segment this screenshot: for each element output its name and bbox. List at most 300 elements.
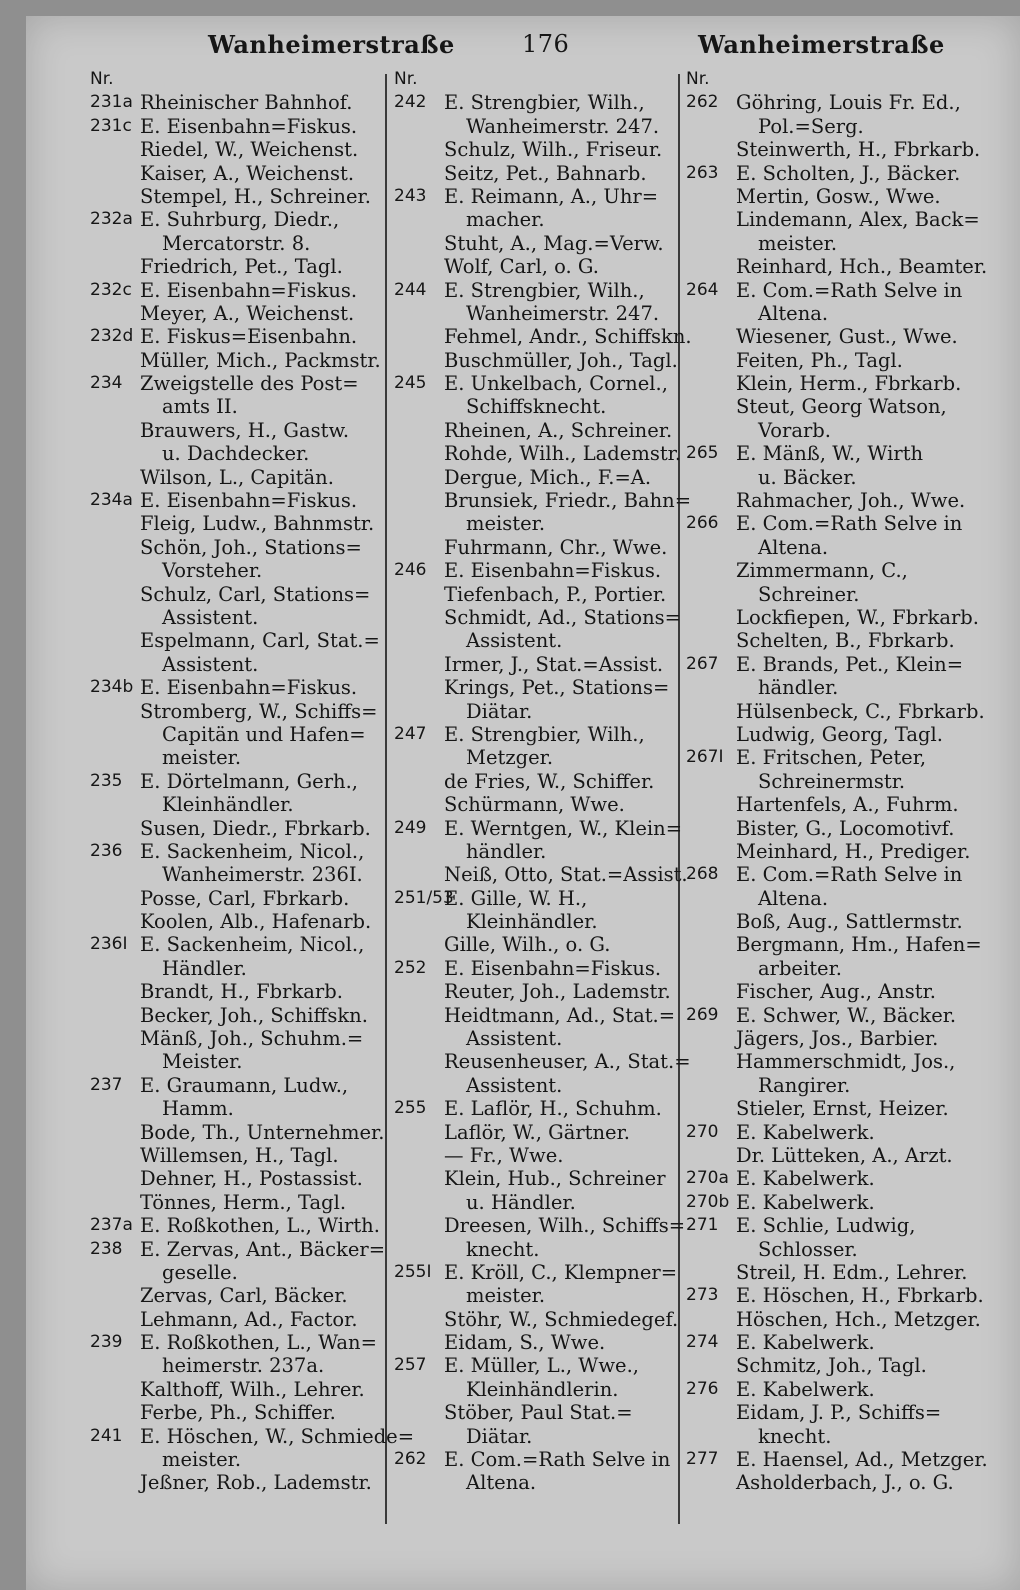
directory-entry-line [686, 395, 1016, 418]
directory-entry-line [90, 1425, 420, 1448]
entry-text: Reusenheuser, A., Stat.= [444, 1050, 691, 1074]
directory-entry-line [686, 325, 1016, 348]
house-number: 239 [90, 1332, 123, 1353]
house-number: 251/53 [394, 887, 454, 908]
house-number: 255 [394, 1098, 427, 1119]
house-number: 237 [90, 1074, 123, 1095]
entry-text: Fuhrmann, Chr., Wwe. [444, 535, 668, 559]
entry-text: E. Com.=Rath Selve in [444, 1448, 671, 1472]
entry-text: Fleig, Ludw., Bahnmstr. [140, 512, 375, 536]
directory-entry-line [90, 583, 420, 606]
entry-text: E. Kabelwerk. [736, 1190, 875, 1214]
entry-text: Wanheimerstr. 247. [466, 114, 660, 138]
house-number: 236I [90, 934, 128, 955]
entry-text: Händler. [162, 956, 247, 980]
house-number: 270a [686, 1168, 729, 1189]
directory-entry-line [90, 1214, 420, 1237]
page-number: 176 [522, 30, 570, 58]
directory-entry-line [90, 1167, 420, 1190]
entry-text: — Fr., Wwe. [444, 1143, 564, 1167]
house-number: 266 [686, 513, 719, 534]
entry-text: E. Roßkothen, L., Wan= [140, 1331, 377, 1355]
directory-entry-line [90, 349, 420, 372]
entry-text: Klein, Hub., Schreiner [444, 1167, 666, 1191]
directory-entry-line [394, 793, 694, 816]
entry-text: Assistent. [162, 605, 259, 629]
entry-text: Schmitz, Joh., Tagl. [736, 1354, 927, 1378]
directory-entry-line [394, 653, 694, 676]
directory-entry-line [394, 840, 694, 863]
entry-text: Metzger. [466, 746, 554, 770]
entry-text: Altena. [758, 301, 829, 325]
directory-entry-line [686, 1004, 1016, 1027]
directory-entry-line [394, 185, 694, 208]
directory-entry-line [394, 1004, 694, 1027]
house-number: 235 [90, 770, 123, 791]
directory-entry-line [686, 536, 1016, 559]
directory-entry-line [686, 559, 1016, 582]
directory-entry-line [394, 770, 694, 793]
entry-text: E. Sackenheim, Nicol., [140, 839, 365, 863]
directory-entry-line [686, 255, 1016, 278]
directory-entry-line [686, 1331, 1016, 1354]
entry-text: Dreesen, Wilh., Schiffs= [444, 1214, 686, 1238]
entry-text: E. Schwer, W., Bäcker. [736, 1003, 957, 1027]
entry-text: Hammerschmidt, Jos., [736, 1050, 956, 1074]
directory-entry-line [394, 606, 694, 629]
directory-entry-line [686, 1238, 1016, 1261]
house-number: 242 [394, 92, 427, 113]
directory-entry-line [90, 1354, 420, 1377]
entry-text: Rheinischer Bahnhof. [140, 91, 353, 115]
entry-text: Assistent. [466, 629, 563, 653]
house-number: 234 [90, 373, 123, 394]
directory-entry-line [90, 372, 420, 395]
directory-entry-line [394, 489, 694, 512]
entry-text: E. Unkelbach, Cornel., [444, 372, 668, 396]
directory-entry-line [90, 1050, 420, 1073]
house-number: 262 [394, 1449, 427, 1470]
directory-entry-line [394, 957, 694, 980]
entry-text: Rohde, Wilh., Lademstr. [444, 442, 682, 466]
directory-entry-line [90, 138, 420, 161]
entry-text: Gille, Wilh., o. G. [444, 933, 611, 957]
directory-entry-line [686, 372, 1016, 395]
entry-text: Seitz, Pet., Bahnarb. [444, 161, 647, 185]
entry-text: Wanheimerstr. 236I. [162, 863, 363, 887]
entry-text: E. Fritschen, Peter, [736, 746, 927, 770]
entry-text: Dr. Lütteken, A., Arzt. [736, 1143, 953, 1167]
directory-entry-line [686, 980, 1016, 1003]
directory-entry-line [686, 419, 1016, 442]
entry-text: Jeßner, Rob., Lademstr. [140, 1471, 372, 1495]
entry-text: Altena. [758, 886, 829, 910]
entry-text: Rangirer. [758, 1073, 851, 1097]
entry-text: E. Laflör, H., Schuhm. [444, 1097, 662, 1121]
directory-entry-line [686, 793, 1016, 816]
entry-text: knecht. [758, 1424, 832, 1448]
house-number: 231c [90, 115, 132, 136]
house-number: 247 [394, 723, 427, 744]
directory-entry-line [394, 1425, 694, 1448]
entry-text: E. Kabelwerk. [736, 1377, 875, 1401]
entry-text: Lehmann, Ad., Factor. [140, 1307, 358, 1331]
directory-entry-line [394, 910, 694, 933]
directory-entry-line [394, 1050, 694, 1073]
directory-entry-line [686, 629, 1016, 652]
directory-entry-line [90, 910, 420, 933]
entry-text: de Fries, W., Schiffer. [444, 769, 655, 793]
entry-text: Capitän und Hafen= [162, 722, 366, 746]
entry-text: E. Schlie, Ludwig, [736, 1214, 916, 1238]
entry-text: E. Kabelwerk. [736, 1331, 875, 1355]
entry-text: Kaiser, A., Weichenst. [140, 161, 355, 185]
directory-entry-line [394, 349, 694, 372]
directory-entry-line [90, 1284, 420, 1307]
directory-entry-line [90, 957, 420, 980]
directory-entry-line [90, 466, 420, 489]
entry-text: amts II. [162, 395, 238, 419]
entry-text: Müller, Mich., Packmstr. [140, 348, 381, 372]
entry-text: Buschmüller, Joh., Tagl. [444, 348, 678, 372]
directory-entry-line [90, 1401, 420, 1424]
entry-text: E. Com.=Rath Selve in [736, 278, 963, 302]
directory-entry-line [394, 162, 694, 185]
entry-text: Schreiner. [758, 582, 860, 606]
entry-text: heimerstr. 237a. [162, 1354, 325, 1378]
directory-entry-line [90, 863, 420, 886]
directory-entry-line [90, 1004, 420, 1027]
entry-text: Dergue, Mich., F.=A. [444, 465, 652, 489]
directory-entry-line [686, 957, 1016, 980]
entry-text: Wanheimerstr. 247. [466, 301, 660, 325]
house-number: 252 [394, 957, 427, 978]
entry-text: E. Fiskus=Eisenbahn. [140, 325, 358, 349]
entry-text: Meister. [162, 1050, 243, 1074]
house-number: 243 [394, 185, 427, 206]
entry-text: meister. [466, 1284, 546, 1308]
entry-text: Bode, Th., Unternehmer. [140, 1120, 385, 1144]
directory-entry-line [686, 1401, 1016, 1424]
directory-entry-line [90, 1308, 420, 1331]
directory-entry-line [394, 395, 694, 418]
entry-text: Mänß, Joh., Schuhm.= [140, 1027, 364, 1051]
house-number: 267I [686, 747, 724, 768]
directory-entry-line [90, 1261, 420, 1284]
directory-entry-line [90, 115, 420, 138]
entry-text: Dehner, H., Postassist. [140, 1167, 363, 1191]
directory-entry-line [90, 559, 420, 582]
entry-text: E. Strengbier, Wilh., [444, 722, 645, 746]
entry-text: Altena. [758, 535, 829, 559]
entry-text: Irmer, J., Stat.=Assist. [444, 652, 664, 676]
entry-text: Hülsenbeck, C., Fbrkarb. [736, 699, 985, 723]
directory-entry-line [90, 512, 420, 535]
entry-text: E. Eisenbahn=Fiskus. [140, 489, 358, 513]
directory-entry-line [686, 1097, 1016, 1120]
directory-entry-line [394, 1261, 694, 1284]
house-number: 236 [90, 840, 123, 861]
directory-entry-line [686, 91, 1016, 114]
directory-entry-line [394, 138, 694, 161]
entry-text: Schlosser. [758, 1237, 858, 1261]
directory-entry-line [686, 723, 1016, 746]
directory-entry-line [394, 746, 694, 769]
entry-text: Ludwig, Georg, Tagl. [736, 722, 943, 746]
directory-entry-line [90, 676, 420, 699]
directory-entry-line [90, 442, 420, 465]
entry-text: Streil, H. Edm., Lehrer. [736, 1260, 968, 1284]
directory-entry-line [90, 255, 420, 278]
directory-entry-line [394, 1214, 694, 1237]
directory-entry-line [90, 840, 420, 863]
entry-text: Heidtmann, Ad., Stat.= [444, 1003, 676, 1027]
directory-entry-line [90, 1191, 420, 1214]
entry-text: u. Dachdecker. [162, 442, 310, 466]
directory-entry-line [686, 1378, 1016, 1401]
entry-text: E. Eisenbahn=Fiskus. [444, 559, 662, 583]
directory-entry-line [686, 279, 1016, 302]
directory-entry-line [686, 349, 1016, 372]
directory-entry-line [686, 676, 1016, 699]
directory-entry-line [686, 910, 1016, 933]
entry-text: Brunsiek, Friedr., Bahn= [444, 489, 692, 513]
directory-entry-line [394, 1401, 694, 1424]
entry-text: Assistent. [466, 1027, 563, 1051]
entry-text: E. Müller, L., Wwe., [444, 1354, 639, 1378]
directory-entry-line [686, 583, 1016, 606]
house-number: 263 [686, 162, 719, 183]
entry-text: E. Reimann, A., Uhr= [444, 184, 659, 208]
directory-entry-line [686, 700, 1016, 723]
entry-text: E. Werntgen, W., Klein= [444, 816, 683, 840]
entry-text: E. Höschen, H., Fbrkarb. [736, 1284, 984, 1308]
entry-text: Ferbe, Ph., Schiffer. [140, 1401, 336, 1425]
directory-entry-line [686, 1425, 1016, 1448]
directory-entry-line [394, 700, 694, 723]
directory-entry-line [90, 325, 420, 348]
entry-text: Kleinhändler. [466, 910, 598, 934]
entry-text: Reinhard, Hch., Beamter. [736, 255, 988, 279]
directory-entry-line [686, 512, 1016, 535]
entry-text: E. Com.=Rath Selve in [736, 863, 963, 887]
entry-text: E. Sackenheim, Nicol., [140, 933, 365, 957]
directory-entry-line [686, 115, 1016, 138]
entry-text: E. Brands, Pet., Klein= [736, 652, 964, 676]
entry-text: Meyer, A., Weichenst. [140, 301, 355, 325]
column-3 [686, 68, 1016, 1495]
entry-text: Stromberg, W., Schiffs= [140, 699, 378, 723]
entry-text: Schulz, Wilh., Friseur. [444, 138, 663, 162]
directory-entry-line [394, 232, 694, 255]
directory-entry-line [90, 793, 420, 816]
column-heading [686, 68, 1016, 91]
directory-entry-line [394, 980, 694, 1003]
directory-entry-line [394, 1471, 694, 1494]
entry-text: Brandt, H., Fbrkarb. [140, 980, 343, 1004]
directory-entry-line [394, 1191, 694, 1214]
entry-text: Laflör, W., Gärtner. [444, 1120, 630, 1144]
directory-entry-line [394, 1331, 694, 1354]
directory-entry-line [686, 770, 1016, 793]
entry-text: Zimmermann, C., [736, 559, 908, 583]
house-number: 231a [90, 92, 133, 113]
entry-text: Steut, Georg Watson, [736, 395, 947, 419]
directory-entry-line [686, 1448, 1016, 1471]
entry-text: E. Kröll, C., Klempner= [444, 1260, 678, 1284]
entry-text: Schelten, B., Fbrkarb. [736, 629, 955, 653]
directory-entry-line [394, 583, 694, 606]
entry-text: Pol.=Serg. [758, 114, 864, 138]
entry-text: Tönnes, Herm., Tagl. [140, 1190, 347, 1214]
house-number: 264 [686, 279, 719, 300]
house-number: 232c [90, 279, 132, 300]
directory-entry-line [686, 1214, 1016, 1237]
directory-entry-line [90, 1378, 420, 1401]
directory-entry-line [394, 1027, 694, 1050]
entry-text: Rahmacher, Joh., Wwe. [736, 489, 966, 513]
house-number: 245 [394, 373, 427, 394]
house-number: 265 [686, 443, 719, 464]
entry-text: Kleinhändler. [162, 793, 294, 817]
directory-entry-line [90, 817, 420, 840]
entry-text: u. Händler. [466, 1190, 576, 1214]
entry-text: Hamm. [162, 1097, 234, 1121]
house-number: 268 [686, 864, 719, 885]
directory-entry-line [90, 1238, 420, 1261]
directory-entry-line [394, 442, 694, 465]
house-number: 232d [90, 326, 134, 347]
entry-text: Stöhr, W., Schmiedegef. [444, 1307, 679, 1331]
directory-entry-line [90, 536, 420, 559]
directory-entry-line [394, 279, 694, 302]
directory-entry-line [394, 1378, 694, 1401]
house-number: 274 [686, 1332, 719, 1353]
entry-text: Zervas, Carl, Bäcker. [140, 1284, 348, 1308]
directory-entry-line [90, 1097, 420, 1120]
directory-entry-line [686, 1167, 1016, 1190]
directory-entry-line [394, 629, 694, 652]
entry-text: Hartenfels, A., Fuhrm. [736, 793, 959, 817]
entry-text: Schiffsknecht. [466, 395, 607, 419]
house-number: 255I [394, 1261, 432, 1282]
entry-text: E. Haensel, Ad., Metzger. [736, 1448, 988, 1472]
entry-text: Diätar. [466, 1424, 533, 1448]
entry-text: E. Zervas, Ant., Bäcker= [140, 1237, 386, 1261]
entry-text: Espelmann, Carl, Stat.= [140, 629, 380, 653]
directory-entry-line [90, 395, 420, 418]
entry-text: Zweigstelle des Post= [140, 372, 359, 396]
directory-entry-line [90, 302, 420, 325]
entry-text: E. Mänß, W., Wirth [736, 442, 924, 466]
directory-entry-line [686, 933, 1016, 956]
directory-entry-line [686, 863, 1016, 886]
entry-text: Susen, Diedr., Fbrkarb. [140, 816, 371, 840]
entry-text: Eidam, S., Wwe. [444, 1331, 606, 1355]
directory-entry-line [394, 1308, 694, 1331]
house-number: 234a [90, 490, 133, 511]
entry-text: E. Graumann, Ludw., [140, 1073, 349, 1097]
directory-entry-line [394, 1074, 694, 1097]
directory-entry-line [686, 138, 1016, 161]
number-column-label: Nr. [686, 69, 710, 89]
entry-text: Fehmel, Andr., Schiffskn. [444, 325, 692, 349]
entry-text: E. Eisenbahn=Fiskus. [140, 278, 358, 302]
entry-text: Diätar. [466, 699, 533, 723]
directory-entry-line [686, 442, 1016, 465]
entry-text: E. Kabelwerk. [736, 1167, 875, 1191]
entry-text: Wilson, L., Capitän. [140, 465, 334, 489]
column-heading [90, 68, 420, 91]
entry-text: Schürmann, Wwe. [444, 793, 625, 817]
directory-entry-line [90, 1074, 420, 1097]
house-number: 257 [394, 1355, 427, 1376]
directory-entry-line [686, 1027, 1016, 1050]
entry-text: Willemsen, H., Tagl. [140, 1143, 339, 1167]
entry-text: Fischer, Aug., Anstr. [736, 980, 936, 1004]
house-number: 267 [686, 653, 719, 674]
directory-entry-line [686, 746, 1016, 769]
directory-entry-line [686, 1308, 1016, 1331]
entry-text: Bister, G., Locomotivf. [736, 816, 955, 840]
directory-entry-line [686, 1261, 1016, 1284]
directory-entry-line [686, 489, 1016, 512]
directory-entry-line [394, 1448, 694, 1471]
directory-entry-line [394, 817, 694, 840]
directory-entry-line [90, 1471, 420, 1494]
house-number: 241 [90, 1425, 123, 1446]
entry-text: Boß, Aug., Sattlermstr. [736, 910, 963, 934]
entry-text: E. Kabelwerk. [736, 1120, 875, 1144]
directory-entry-line [686, 653, 1016, 676]
directory-entry-line [90, 653, 420, 676]
entry-text: Klein, Herm., Fbrkarb. [736, 372, 962, 396]
directory-entry-line [686, 606, 1016, 629]
house-number: 234b [90, 677, 134, 698]
directory-entry-line [394, 512, 694, 535]
entry-text: Rheinen, A., Schreiner. [444, 418, 673, 442]
entry-text: E. Eisenbahn=Fiskus. [140, 676, 358, 700]
entry-text: Assistent. [466, 1073, 563, 1097]
directory-entry-line [686, 466, 1016, 489]
directory-entry-line [394, 933, 694, 956]
entry-text: Höschen, Hch., Metzger. [736, 1307, 981, 1331]
entry-text: Reuter, Joh., Lademstr. [444, 980, 671, 1004]
entry-text: Krings, Pet., Stations= [444, 676, 670, 700]
directory-page [26, 16, 1020, 1590]
entry-text: Meinhard, H., Prediger. [736, 839, 971, 863]
directory-entry-line [686, 232, 1016, 255]
directory-entry-line [394, 466, 694, 489]
entry-text: Schön, Joh., Stations= [140, 535, 362, 559]
directory-entry-line [686, 817, 1016, 840]
directory-entry-line [394, 887, 694, 910]
directory-entry-line [394, 863, 694, 886]
entry-text: Schreinermstr. [758, 769, 906, 793]
directory-entry-line [90, 162, 420, 185]
directory-entry-line [686, 1074, 1016, 1097]
entry-text: E. Strengbier, Wilh., [444, 91, 645, 115]
number-column-label: Nr. [90, 69, 114, 89]
directory-entry-line [90, 700, 420, 723]
entry-text: E. Eisenbahn=Fiskus. [140, 114, 358, 138]
directory-entry-line [90, 980, 420, 1003]
entry-text: E. Dörtelmann, Gerh., [140, 769, 358, 793]
entry-text: E. Roßkothen, L., Wirth. [140, 1214, 380, 1238]
directory-entry-line [686, 185, 1016, 208]
directory-entry-line [394, 1121, 694, 1144]
entry-text: E. Eisenbahn=Fiskus. [444, 956, 662, 980]
